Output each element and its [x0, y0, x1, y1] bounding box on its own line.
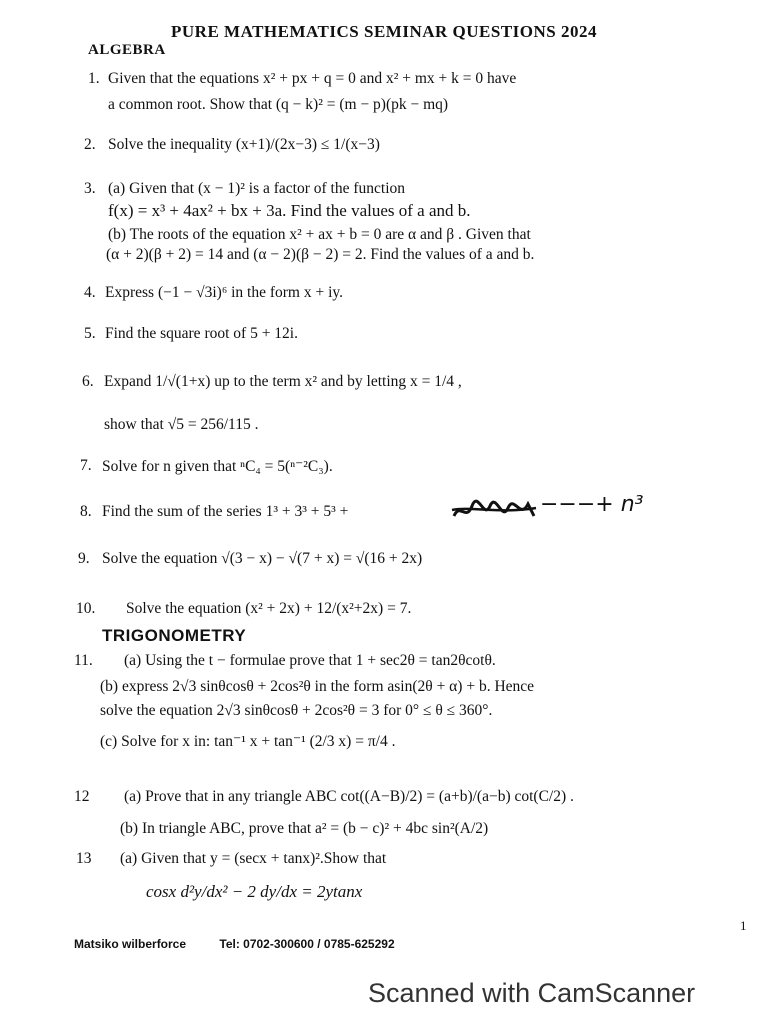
question-7-text: Solve for n given that ⁿC₄ = 5(ⁿ⁻²C₃). [102, 458, 333, 475]
question-number: 11. [74, 652, 93, 669]
question-4-text: Express (−1 − √3i)⁶ in the form x + iy. [105, 284, 344, 301]
question-6-line-2: show that √5 = 256/115 . [104, 416, 259, 433]
question-number: 2. [84, 136, 96, 153]
question-5-text: Find the square root of 5 + 12i. [105, 325, 298, 342]
question-8-text: Find the sum of the series 1³ + 3³ + 5³ + [102, 503, 349, 520]
page-number: 1 [740, 918, 747, 933]
question-12-line-1: (a) Prove that in any triangle ABC cot((A−B)/2) = (a+b)/(a−b) cot(C/2) . [124, 788, 574, 805]
question-13-line-2: cosx d²y/dx² − 2 dy/dx = 2ytanx [146, 882, 363, 901]
section-heading-algebra: ALGEBRA [88, 42, 166, 58]
question-13-line-1: (a) Given that y = (secx + tanx)².Show that [120, 850, 387, 867]
question-number: 7. [80, 457, 92, 474]
question-6-line-1: Expand 1/√(1+x) up to the term x² and by letting x = 1/4 , [104, 373, 462, 390]
question-number: 6. [82, 373, 94, 390]
question-number: 5. [84, 325, 96, 342]
question-9-text: Solve the equation √(3 − x) − √(7 + x) = √(16 + 2x) [102, 550, 423, 567]
question-11-line-3: solve the equation 2√3 sinθcosθ + 2cos²θ = 3 for 0° ≤ θ ≤ 360°. [100, 702, 493, 719]
question-2-text: Solve the inequality (x+1)/(2x−3) ≤ 1/(x−3) [108, 136, 380, 153]
question-number: 10. [76, 600, 96, 617]
question-11-line-2: (b) express 2√3 sinθcosθ + 2cos²θ in the form asin(2θ + α) + b. Hence [100, 678, 535, 695]
question-3-line-4: (α + 2)(β + 2) = 14 and (α − 2)(β − 2) = 2. Find the values of a and b. [106, 246, 535, 263]
question-1-line-1: Given that the equations x² + px + q = 0 and x² + mx + k = 0 have [108, 70, 517, 87]
question-number: 8. [80, 503, 92, 520]
question-11-line-1: (a) Using the t − formulae prove that 1 + sec2θ = tan2θcotθ. [124, 652, 496, 669]
handwritten-annotation: −−−+ n³ [540, 492, 644, 517]
question-11-line-4: (c) Solve for x in: tan⁻¹ x + tan⁻¹ (2/3 x) = π/4 . [100, 733, 396, 750]
document-title: PURE MATHEMATICS SEMINAR QUESTIONS 2024 [171, 22, 597, 41]
question-1-line-2: a common root. Show that (q − k)² = (m − p)(pk − mq) [108, 96, 449, 113]
footer-phone: Tel: 0702-300600 / 0785-625292 [219, 937, 395, 951]
question-number: 1. [88, 70, 100, 87]
question-12-line-2: (b) In triangle ABC, prove that a² = (b − c)² + 4bc sin²(A/2) [120, 820, 489, 837]
scribble-mark [450, 496, 540, 526]
question-3-line-1: (a) Given that (x − 1)² is a factor of the function [108, 180, 406, 197]
question-10-text: Solve the equation (x² + 2x) + 12/(x²+2x) = 7. [126, 600, 412, 617]
question-3-line-3: (b) The roots of the equation x² + ax + b = 0 are α and β . Given that [108, 226, 531, 243]
question-number: 9. [78, 550, 90, 567]
footer-author: Matsiko wilberforce [74, 937, 187, 951]
camscanner-watermark: Scanned with CamScanner [368, 978, 696, 1008]
section-heading-trigonometry: TRIGONOMETRY [102, 626, 247, 645]
question-number: 13 [76, 850, 92, 867]
question-number: 4. [84, 284, 96, 301]
question-number: 12 [74, 788, 90, 805]
question-3-line-2: f(x) = x³ + 4ax² + bx + 3a. Find the values of a and b. [108, 201, 471, 220]
footer [74, 937, 395, 951]
question-number: 3. [84, 180, 96, 197]
